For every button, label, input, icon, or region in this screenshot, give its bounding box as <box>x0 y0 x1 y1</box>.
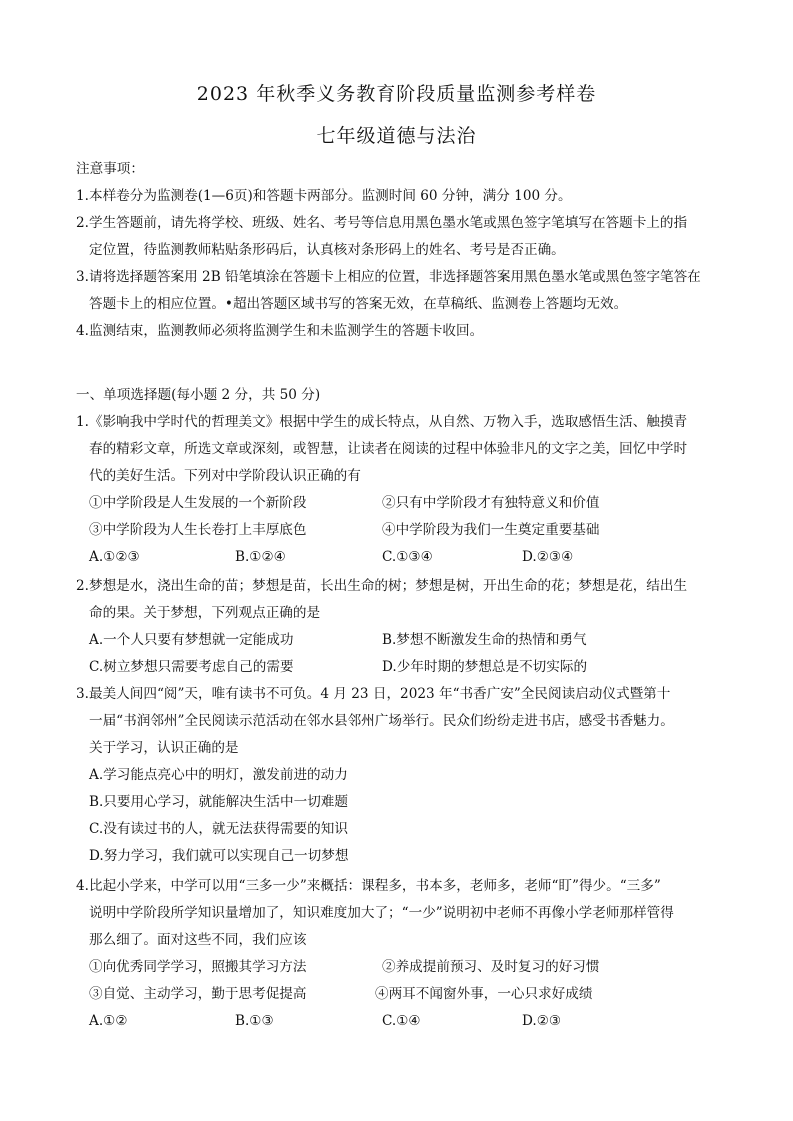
q2-stem-line-1: 2.梦想是水，浇出生命的苗；梦想是苗，长出生命的树；梦想是树，开出生命的花；梦想是花，结出生 <box>76 578 688 594</box>
q4-statement-2: ②养成提前预习、及时复习的好习惯 <box>382 959 600 975</box>
q4-option-c: C.①④ <box>382 1013 421 1029</box>
q4-option-b: B.①③ <box>235 1013 274 1029</box>
q4-option-d: D.②③ <box>522 1013 562 1029</box>
q2-option-c: C.树立梦想只需要考虑自己的需要 <box>89 659 294 675</box>
exam-subtitle: 七年级道德与法治 <box>316 125 477 147</box>
q3-option-b: B.只要用心学习，就能解决生活中一切难题 <box>89 794 348 810</box>
note-3-line-1: 3.请将选择题答案用 2B 铅笔填涂在答题卡上相应的位置，非选择题答案用黑色墨水笔或黑色签字笔答在 <box>76 269 701 285</box>
q2-option-d: D.少年时期的梦想总是不切实际的 <box>382 659 588 675</box>
q3-stem-line-1: 3.最美人间四“阅”天，唯有读书不可负。4 月 23 日，2023 年“书香广安”全民阅读启动仪式暨第十 <box>76 686 671 702</box>
q1-stem-line-2: 春的精彩文章，所选文章或深刻，或智慧，让读者在阅读的过程中体验非凡的文字之美，回忆中学时 <box>89 441 688 457</box>
q4-stem-line-3: 那么细了。面对这些不同，我们应该 <box>89 932 307 948</box>
q1-statement-4: ④中学阶段为我们一生奠定重要基础 <box>382 522 600 538</box>
note-3-line-2: 答题卡上的相应位置。•超出答题区域书写的答案无效，在草稿纸、监测卷上答题均无效。 <box>89 296 628 312</box>
notes-heading: 注意事项： <box>76 161 144 177</box>
q1-stem-line-1: 1.《影响我中学时代的哲理美文》根据中学生的成长特点，从自然、万物入手，选取感悟生活、触摸青 <box>76 414 688 430</box>
q4-option-a: A.①② <box>89 1013 128 1029</box>
q3-option-d: D.努力学习，我们就可以实现自己一切梦想 <box>89 848 349 864</box>
q2-option-a: A.一个人只要有梦想就一定能成功 <box>89 632 294 648</box>
q1-option-d: D.②③④ <box>522 549 574 565</box>
q4-statement-1: ①向优秀同学学习，照搬其学习方法 <box>89 959 307 975</box>
exam-title: 2023 年秋季义务教育阶段质量监测参考样卷 <box>196 83 597 105</box>
note-2-line-1: 2.学生答题前，请先将学校、班级、姓名、考号等信息用黑色墨水笔或黑色签字笔填写在答题卡上的指 <box>76 215 688 231</box>
q4-statement-3: ③自觉、主动学习，勤于思考促提高 <box>89 986 307 1002</box>
q3-option-a: A.学习能点亮心中的明灯，激发前进的动力 <box>89 767 348 783</box>
q4-statement-4: ④两耳不闻窗外事，一心只求好成绩 <box>375 986 593 1002</box>
q3-option-c: C.没有读过书的人，就无法获得需要的知识 <box>89 821 348 837</box>
q1-statement-3: ③中学阶段为人生长卷打上丰厚底色 <box>89 522 307 538</box>
note-1: 1.本样卷分为监测卷(1—6页)和答题卡两部分。监测时间 60 分钟，满分 100 分。 <box>76 188 572 204</box>
q1-statement-1: ①中学阶段是人生发展的一个新阶段 <box>89 495 307 511</box>
section-1-heading: 一、单项选择题(每小题 2 分，共 50 分) <box>76 387 321 403</box>
q1-option-a: A.①②③ <box>89 549 140 565</box>
q3-stem-line-2: 一届“书润邻州”全民阅读示范活动在邻水县邻州广场举行。民众们纷纷走进书店，感受书香魅力。 <box>89 713 674 729</box>
q1-stem-line-3: 代的美好生活。下列对中学阶段认识正确的有 <box>89 468 361 484</box>
q4-stem-line-1: 4.比起小学来，中学可以用“三多一少”来概括：课程多，书本多，老师多，老师“盯”得少。“三多” <box>76 878 661 894</box>
q1-option-b: B.①②④ <box>235 549 286 565</box>
q2-stem-line-2: 命的果。关于梦想，下列观点正确的是 <box>89 605 321 621</box>
q4-stem-line-2: 说明中学阶段所学知识量增加了，知识难度加大了；“一少”说明初中老师不再像小学老师那样管得 <box>89 905 674 921</box>
q2-option-b: B.梦想不断激发生命的热情和勇气 <box>382 632 587 648</box>
q1-option-c: C.①③④ <box>382 549 433 565</box>
note-4: 4.监测结束，监测教师必须将监测学生和未监测学生的答题卡收回。 <box>76 323 484 339</box>
q3-stem-line-3: 关于学习，认识正确的是 <box>89 740 239 756</box>
note-2-line-2: 定位置，待监测教师粘贴条形码后，认真核对条形码上的姓名、考号是否正确。 <box>89 242 565 258</box>
q1-statement-2: ②只有中学阶段才有独特意义和价值 <box>382 495 600 511</box>
